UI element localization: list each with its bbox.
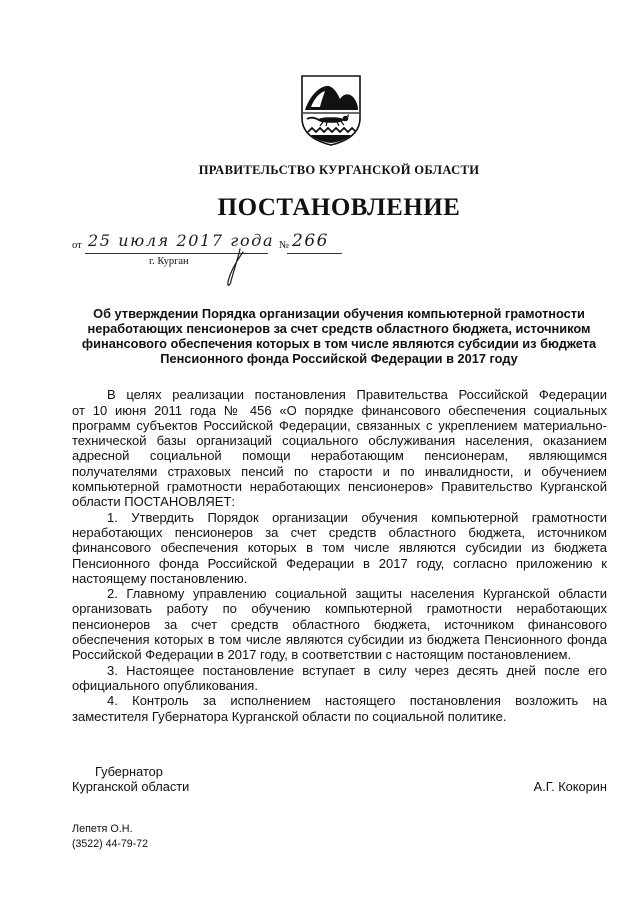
- text-line: настоящему постановлению.: [72, 570, 248, 586]
- title-line: Об утверждении Порядка организации обучения компьютерной грамотности: [93, 305, 585, 321]
- shield-outline: [302, 76, 360, 145]
- title-line: неработающих пенсионеров за счет средств областного бюджета, источником: [87, 320, 591, 336]
- handwritten-date: 25 июля 2017 года: [88, 231, 275, 250]
- signatory-position: Губернатор: [95, 764, 163, 779]
- text-line: пенсионеров за счет средств областного бюджета, источником финансового: [72, 616, 607, 632]
- text-line: Пенсионного фонда Российской Федерации в 2017 году, согласно приложению к: [72, 555, 607, 571]
- text-line: адресной социальной помощи неработающим пенсионерам, являющимся: [72, 448, 607, 464]
- signatory-region: Курганской области: [72, 779, 190, 794]
- text-line: финансового обеспечения которых в том числе являются субсидии из бюджета: [72, 540, 607, 556]
- text-line: программ субъектов Российской Федерации, связанных с укреплением материально-: [72, 417, 607, 433]
- text-line: области ПОСТАНОВЛЯЕТ:: [72, 494, 235, 510]
- title-line: финансового обеспечения которых в том числе являются субсидии из бюджета: [81, 335, 597, 351]
- paragraph-item-3: [72, 663, 607, 694]
- document-body: [72, 387, 607, 724]
- paragraph-preamble: [72, 387, 607, 509]
- place-of-issue: г. Курган: [149, 256, 189, 267]
- text-line: Российской Федерации в 2017 году, в соответствии с настоящим постановлением.: [72, 647, 572, 663]
- text-line: официального опубликования.: [72, 677, 258, 693]
- number-sign: №: [279, 240, 290, 251]
- executor-name: Лепетя О.Н.: [72, 823, 133, 835]
- handwritten-number: 266: [292, 231, 329, 251]
- text-line: компьютерной грамотности неработающих пенсионеров» Правительство Курганской: [72, 479, 607, 495]
- ornament-base: [311, 135, 351, 143]
- text-line: организовать работу по обучению компьютерной грамотности неработающих: [72, 601, 607, 617]
- text-line: В целях реализации постановления Правительства Российской Федерации: [107, 387, 607, 403]
- coat-of-arms-icon: [299, 72, 363, 148]
- handwritten-stroke: [215, 244, 255, 290]
- coat-of-arms-graphic: [299, 72, 363, 148]
- paragraph-item-1: [72, 510, 607, 586]
- paragraph-item-2: [72, 586, 607, 662]
- text-line: 4. Контроль за исполнением настоящего постановления возложить на: [107, 693, 607, 709]
- text-line: заместителя Губернатора Курганской области по социальной политике.: [72, 708, 507, 724]
- number-underline: [287, 253, 342, 254]
- executor-phone: (3522) 44-79-72: [72, 838, 148, 850]
- text-line: 3. Настоящее постановление вступает в силу через десять дней после его: [107, 662, 607, 678]
- text-line: от 10 июня 2011 года № 456 «О порядке финансового обеспечения социальных: [72, 402, 607, 418]
- issuing-authority: ПРАВИТЕЛЬСТВО КУРГАНСКОЙ ОБЛАСТИ: [198, 163, 480, 177]
- resolution-title: [60, 306, 618, 366]
- text-line: неработающих пенсионеров за счет средств областного бюджета, источником: [72, 524, 607, 540]
- title-line: Пенсионного фонда Российской Федерации в 2017 году: [160, 350, 518, 366]
- text-line: 1. Утвердить Порядок организации обучения компьютерной грамотности: [107, 509, 607, 525]
- text-line: 2. Главному управлению социальной защиты населения Курганской области: [107, 586, 607, 602]
- text-line: технической базы организаций социального обслуживания населения, оказанием: [72, 433, 607, 449]
- document-type-heading: ПОСТАНОВЛЕНИЕ: [217, 194, 461, 221]
- text-line: обеспечения которых в том числе являются субсидии из бюджета Пенсионного фонда: [72, 632, 607, 648]
- date-prefix: от: [72, 240, 82, 251]
- paragraph-item-4: [72, 693, 607, 724]
- signatory-name: А.Г. Кокорин: [533, 779, 607, 794]
- text-line: получателями страховых пенсий по старости и по инвалидности, и обучением: [72, 463, 607, 479]
